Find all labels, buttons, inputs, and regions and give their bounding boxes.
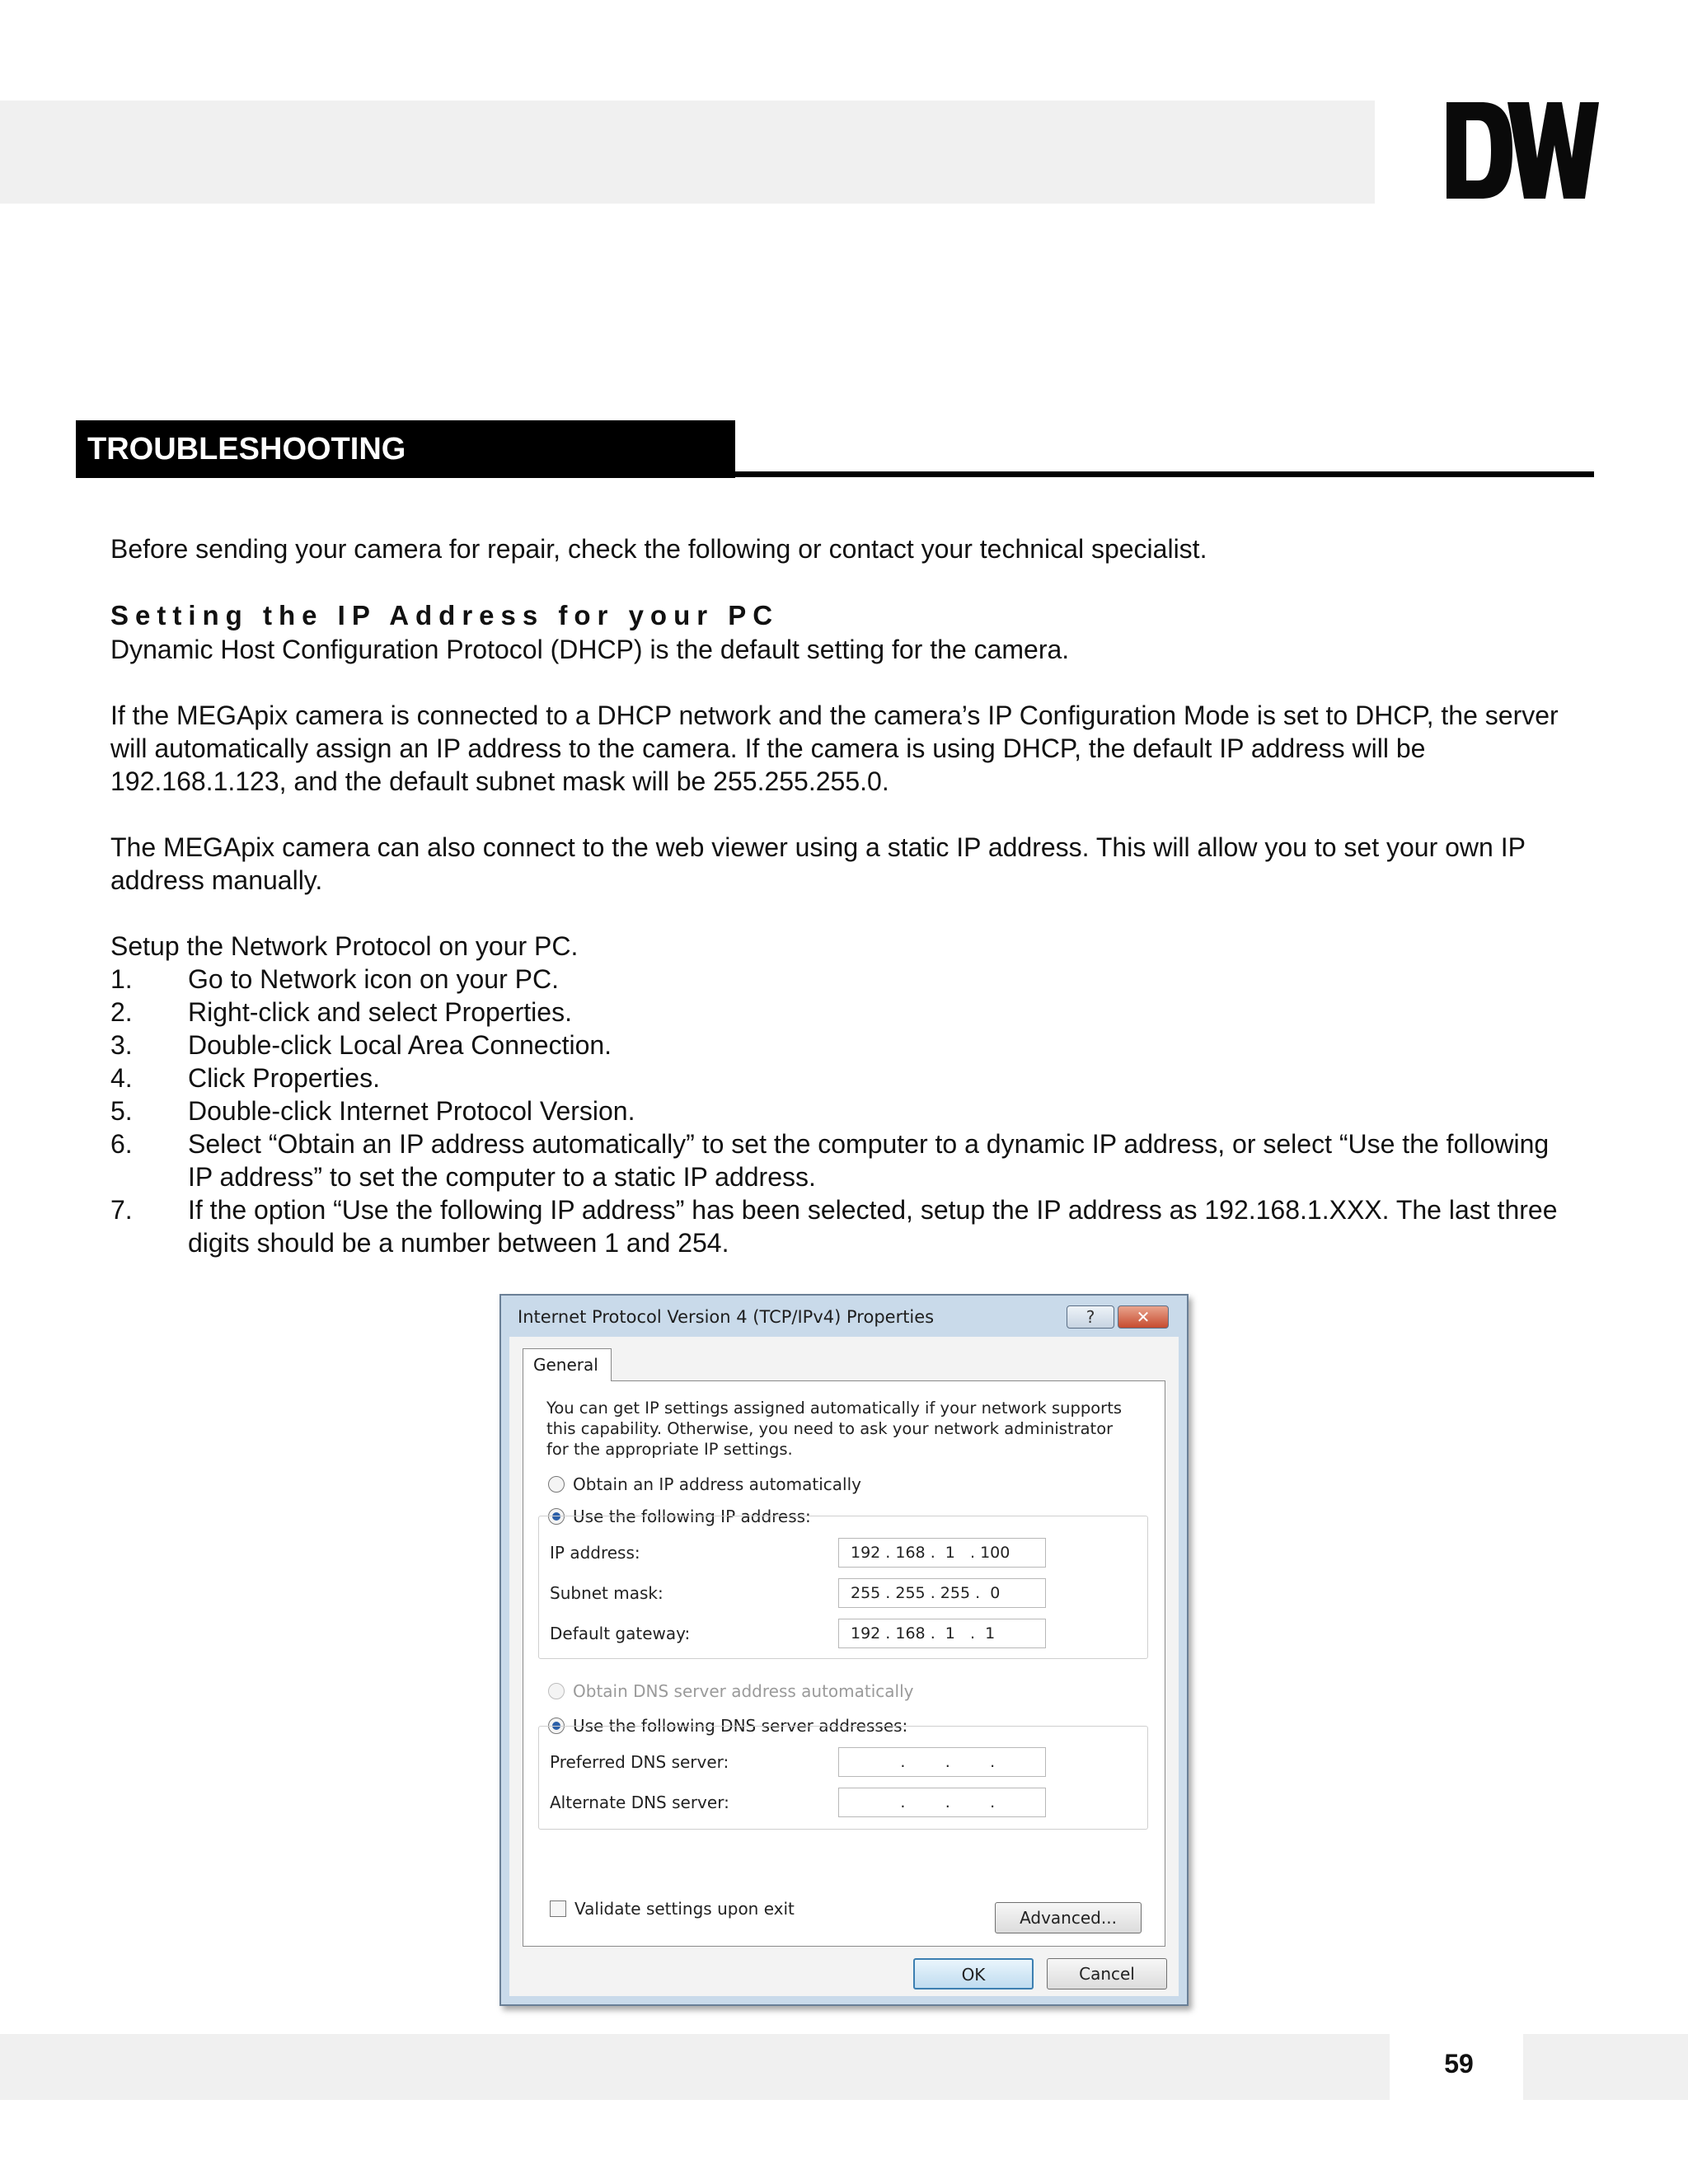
step-text: Double-click Internet Protocol Version. (188, 1096, 635, 1126)
step-number: 7. (110, 1195, 133, 1225)
list-item (110, 996, 1561, 1029)
preferred-dns-row (550, 1747, 1053, 1777)
default-gateway-row (550, 1619, 1053, 1648)
default-gateway-label: Default gateway: (550, 1624, 691, 1643)
validate-option[interactable] (550, 1899, 795, 1919)
alternate-dns-field[interactable]: . . . (838, 1788, 1046, 1817)
use-dns-label: Use the following DNS server addresses: (573, 1716, 908, 1736)
default-gateway-field[interactable]: 192 . 168 . 1 . 1 (838, 1619, 1046, 1648)
cancel-button[interactable]: Cancel (1047, 1958, 1167, 1990)
general-panel (523, 1380, 1165, 1947)
obtain-dns-label: Obtain DNS server address automatically (573, 1681, 914, 1701)
advanced-button[interactable]: Advanced... (995, 1902, 1142, 1933)
step-text: Right-click and select Properties. (188, 997, 572, 1027)
section-rule (735, 471, 1594, 477)
list-item (110, 1127, 1561, 1193)
static-ip-paragraph: The MEGApix camera can also connect to the web viewer using a static IP address. This will allow you to set your own IP address manually. (110, 832, 1526, 895)
step-text: If the option “Use the following IP address” has been selected, setup the IP address as 192.168.1.XXX. The last three digits should be a number between 1 and 254. (188, 1195, 1558, 1258)
alternate-dns-label: Alternate DNS server: (550, 1793, 729, 1812)
step-text: Go to Network icon on your PC. (188, 964, 559, 994)
body-text (110, 532, 1561, 1259)
obtain-ip-radio[interactable] (548, 1476, 565, 1493)
dw-logo-icon (1447, 99, 1599, 202)
subnet-mask-row (550, 1578, 1053, 1608)
obtain-dns-radio[interactable] (548, 1683, 565, 1699)
close-button[interactable]: ✕ (1118, 1305, 1169, 1329)
validate-checkbox[interactable] (550, 1900, 566, 1917)
footer-band (0, 2034, 1390, 2100)
obtain-dns-option[interactable] (548, 1681, 914, 1701)
step-number: 1. (110, 964, 133, 994)
tab-general[interactable]: General (523, 1348, 612, 1381)
description-text: You can get IP settings assigned automatically if your network supports this capability. Otherwise, you need to ask your network administrator for the appropriate IP settings. (546, 1399, 1123, 1459)
dw-logo (1447, 99, 1599, 202)
validate-label: Validate settings upon exit (574, 1899, 795, 1919)
subheading: Setting the IP Address for your PC (110, 600, 780, 630)
step-text: Click Properties. (188, 1063, 380, 1093)
step-text: Select “Obtain an IP address automatically” to set the computer to a dynamic IP address, or select “Use the following IP address” to set the computer to a static IP address. (188, 1129, 1550, 1192)
footer-band-right (1523, 2034, 1688, 2100)
preferred-dns-field[interactable]: . . . (838, 1747, 1046, 1777)
ip-address-row (550, 1538, 1053, 1568)
obtain-ip-option[interactable] (548, 1474, 861, 1494)
section-title: TROUBLESHOOTING (76, 420, 735, 478)
list-item (110, 1029, 1561, 1062)
step-number: 4. (110, 1063, 133, 1093)
use-ip-label: Use the following IP address: (573, 1507, 811, 1526)
steps-list (110, 963, 1561, 1259)
subnet-mask-label: Subnet mask: (550, 1583, 663, 1603)
dhcp-default-paragraph: Dynamic Host Configuration Protocol (DHCP) is the default setting for the camera. (110, 635, 1070, 664)
list-item (110, 963, 1561, 996)
step-number: 2. (110, 997, 133, 1027)
alternate-dns-row (550, 1788, 1053, 1817)
header-band (0, 101, 1375, 204)
ip-address-field[interactable]: 192 . 168 . 1 . 100 (838, 1538, 1046, 1568)
dialog-client-area (509, 1337, 1179, 1996)
ip-address-label: IP address: (550, 1543, 640, 1563)
dhcp-paragraph: If the MEGApix camera is connected to a DHCP network and the camera’s IP Configuration Mode is set to DHCP, the server will automatically assign an IP address to the camera. If the camera is using DHCP, the default IP address will be 192.168.1.123, and the default subnet mask will be 255.255.255.0. (110, 701, 1559, 796)
preferred-dns-label: Preferred DNS server: (550, 1752, 729, 1772)
tcpip-properties-dialog (499, 1294, 1189, 2006)
step-text: Double-click Local Area Connection. (188, 1030, 612, 1060)
step-number: 3. (110, 1030, 133, 1060)
ok-button[interactable]: OK (913, 1958, 1034, 1990)
setup-intro: Setup the Network Protocol on your PC. (110, 931, 579, 961)
list-item (110, 1062, 1561, 1094)
list-item (110, 1094, 1561, 1127)
obtain-ip-label: Obtain an IP address automatically (573, 1474, 862, 1494)
list-item (110, 1193, 1561, 1259)
help-button[interactable]: ? (1067, 1305, 1114, 1329)
subnet-mask-field[interactable]: 255 . 255 . 255 . 0 (838, 1578, 1046, 1608)
intro-paragraph: Before sending your camera for repair, check the following or contact your technical specialist. (110, 534, 1207, 564)
step-number: 6. (110, 1129, 133, 1159)
dialog-title: Internet Protocol Version 4 (TCP/IPv4) Properties (518, 1307, 935, 1327)
page-number: 59 (1444, 2049, 1474, 2079)
step-number: 5. (110, 1096, 133, 1126)
